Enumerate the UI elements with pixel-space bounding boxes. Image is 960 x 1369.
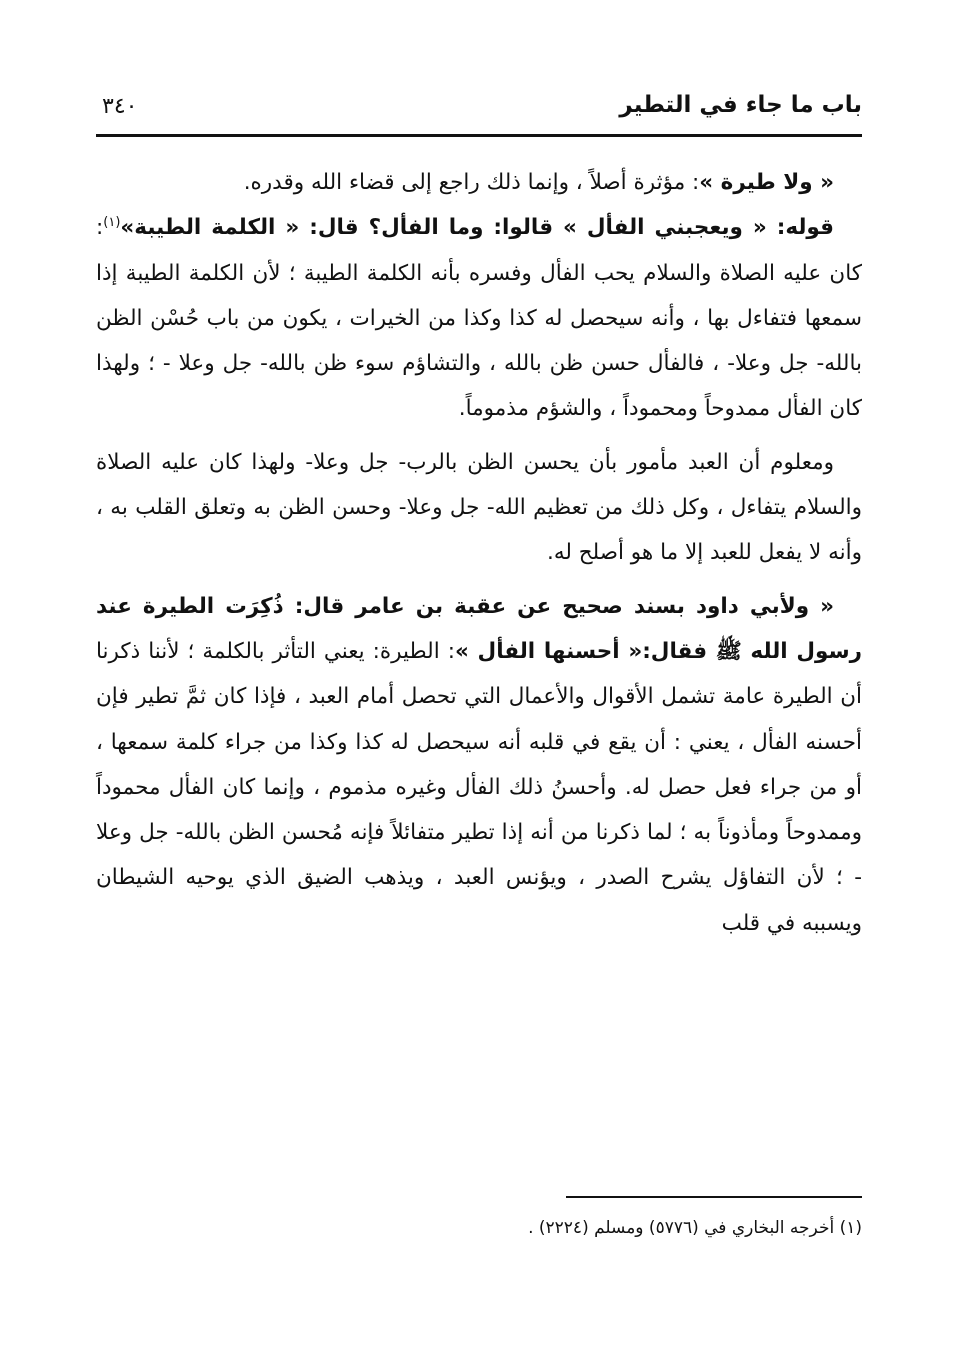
page-number: ٣٤٠ — [102, 94, 138, 119]
hadith-abu-dawud: « ولأبي داود بسند صحيح عن عقبة بن عامر قال: ذُكِرَت الطيرة عند رسول الله ﷺ فقال:« أحسنها الفأل » — [96, 593, 862, 664]
page-header — [96, 86, 862, 137]
footnote-reference: (١) — [103, 215, 121, 231]
paragraph-4-text: : الطيرة: يعني التأثر بالكلمة ؛ لأننا ذكرنا أن الطيرة عامة تشمل الأقوال والأعمال التي تحصل أمام العبد ، فإذا كان ثمَّ تطير فإن أحسنه الفأل ، يعني : أن يقع في قلبه أنه سيحصل له كذا وكذا من جراء كلمة سمعها ، أو من جراء فعل حصل له. وأحسنُ ذلك الفأل وغيره مذموم ، وإنما كان الفأل محموداً وممدوحاً ومأذوناً به ؛ لما ذكرنا من أنه إذا تطير متفائلاً فإنه مُحسن الظن بالله- جل وعلا - ؛ لأن التفاؤل يشرح الصدر ، ويؤنس العبد ، ويذهب الضيق الذي يوحيه الشيطان ويسببه في قلب — [96, 638, 862, 936]
paragraph-2-text: : كان عليه الصلاة والسلام يحب الفأل وفسره بأنه الكلمة الطيبة ؛ لأن الكلمة الطيبة إذا سمعها فتفاءل بها ، وأنه سيحصل له كذا وكذا من الخيرات ، يكون من باب حُسْن الظن بالله- جل وعلا- ، فالفأل حسن ظن بالله ، والتشاؤم سوء ظن بالله- جل وعلا - ؛ ولهذا كان الفأل ممدوحاً ومحموداً ، والشؤم مذموماً. — [96, 215, 862, 422]
quote-fal: قوله: « ويعجبني الفأل » قالوا: وما الفأل؟ قال: « الكلمة الطيبة» — [120, 215, 834, 241]
paragraph-2 — [96, 205, 862, 431]
paragraph-4 — [96, 584, 862, 946]
quote-no-tiyara: « ولا طيرة » — [699, 170, 834, 195]
page-body — [96, 160, 862, 946]
footnote: (١) أخرجه البخاري في (٥٧٧٦) ومسلم (٢٢٢٤) . — [528, 1218, 862, 1238]
footnote-divider — [566, 1196, 862, 1198]
paragraph-3 — [96, 440, 862, 576]
paragraph-3-text: ومعلوم أن العبد مأمور بأن يحسن الظن بالرب- جل وعلا- ولهذا كان عليه الصلاة والسلام يتفاءل ، وكل ذلك من تعظيم الله- جل وعلا- وحسن الظن به وتعلق القلب به ، وأنه لا يفعل للعبد إلا ما هو أصلح له. — [96, 449, 862, 566]
paragraph-1 — [96, 160, 862, 205]
paragraph-1-text: : مؤثرة أصلاً ، وإنما ذلك راجع إلى قضاء الله وقدره. — [243, 170, 700, 195]
header-title: باب ما جاء في التطير — [619, 92, 862, 118]
